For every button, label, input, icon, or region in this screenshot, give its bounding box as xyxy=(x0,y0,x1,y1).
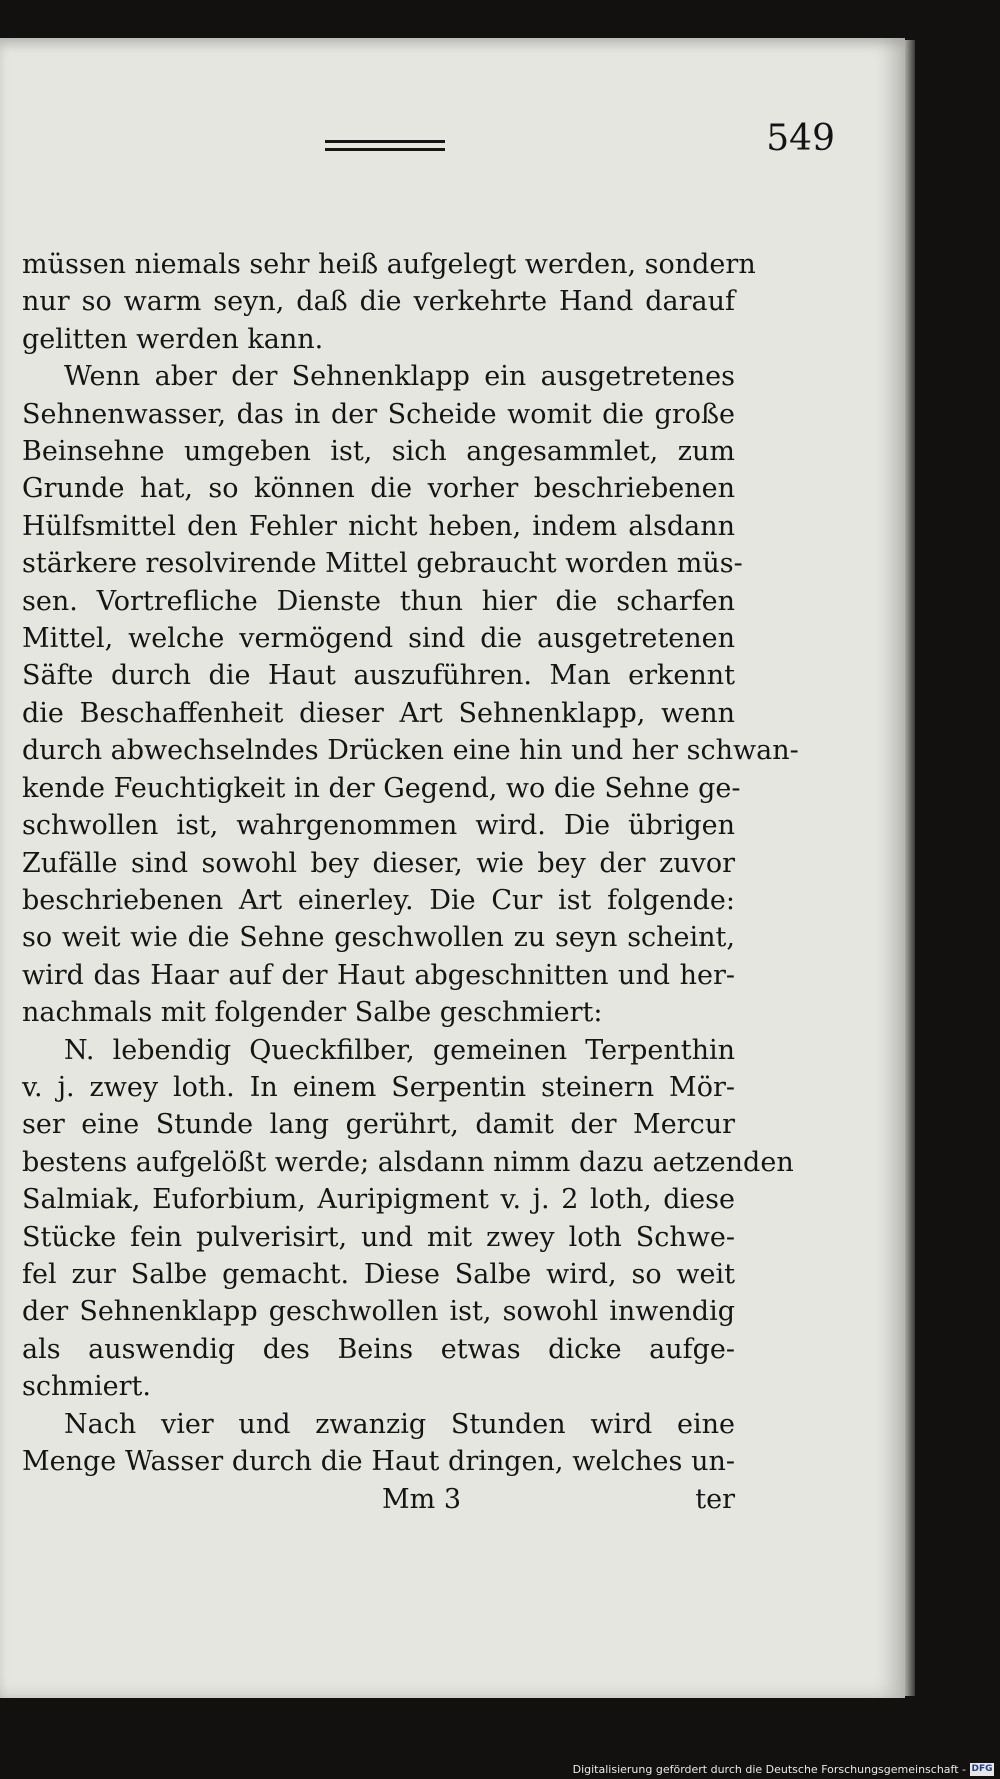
text-line: durch abwechselndes Drücken eine hin und her schwan- xyxy=(22,735,799,767)
text-line: Salmiak, Euforbium, Auripigment v. j. 2 loth, diese xyxy=(22,1184,735,1216)
header-double-rule xyxy=(325,140,445,151)
text-line: ser eine Stunde lang gerührt, damit der Mercur xyxy=(22,1109,735,1141)
text-line: Stücke fein pulverisirt, und mit zwey loth Schwe- xyxy=(22,1221,735,1253)
text-line: fel zur Salbe gemacht. Diese Salbe wird, so weit xyxy=(22,1258,735,1290)
text-line: der Sehnenklapp geschwollen ist, sowohl inwendig xyxy=(22,1296,735,1328)
text-line: Sehnenwasser, das in der Scheide womit die große xyxy=(22,398,735,430)
text-line: die Beschaffenheit dieser Art Sehnenklapp, wenn xyxy=(22,697,735,729)
text-line: Grunde hat, so können die vorher beschriebenen xyxy=(22,473,735,505)
text-line: Beinsehne umgeben ist, sich angesammlet, zum xyxy=(22,436,735,468)
text-line: Säfte durch die Haut auszuführen. Man erkennt xyxy=(22,660,735,692)
text-line: sen. Vortrefliche Dienste thun hier die scharfen xyxy=(22,585,735,617)
text-line: kende Feuchtigkeit in der Gegend, wo die Sehne ge- xyxy=(22,772,741,804)
credit-bar xyxy=(0,1759,1000,1779)
text-line: wird das Haar auf der Haut abgeschnitten und her- xyxy=(22,959,735,991)
text-line: Menge Wasser durch die Haut dringen, welches un- xyxy=(22,1446,735,1477)
text-line: Wenn aber der Sehnenklapp ein ausgetretenes xyxy=(64,361,735,393)
body-text xyxy=(22,246,799,1480)
text-line: schwollen ist, wahrgenommen wird. Die übrigen xyxy=(22,810,735,842)
text-line: Zufälle sind sowohl bey dieser, wie bey der zuvor xyxy=(22,847,735,879)
catchword: ter xyxy=(695,1484,735,1515)
signature-mark: Mm 3 xyxy=(382,1484,462,1515)
text-line: v. j. zwey loth. In einem Serpentin steinern Mör- xyxy=(22,1071,735,1103)
text-line: stärkere resolvirende Mittel gebraucht worden müs- xyxy=(22,548,743,580)
text-line: gelitten werden kann. xyxy=(22,323,324,355)
text-line: Mittel, welche vermögend sind die ausgetretenen xyxy=(22,623,735,655)
page-footer xyxy=(22,1484,735,1524)
text-line: nur so warm seyn, daß die verkehrte Hand darauf xyxy=(22,286,735,318)
digitization-credit: Digitalisierung gefördert durch die Deutsche Forschungsgemeinschaft - xyxy=(572,1763,966,1776)
page-edge xyxy=(905,40,915,1696)
text-line: N. lebendig Queckfilber, gemeinen Terpenthin xyxy=(64,1034,735,1066)
page-number: 549 xyxy=(766,118,835,159)
text-line: schmiert. xyxy=(22,1371,151,1403)
text-line: beschriebenen Art einerley. Die Cur ist folgende: xyxy=(22,884,735,916)
text-line: müssen niemals sehr heiß aufgelegt werden, sondern xyxy=(22,249,756,280)
text-line: Hülfsmittel den Fehler nicht heben, indem alsdann xyxy=(22,510,735,542)
dfg-logo: DFG xyxy=(971,1764,993,1774)
text-line: bestens aufgelößt werde; alsdann nimm dazu aetzenden xyxy=(22,1146,794,1178)
text-line: so weit wie die Sehne geschwollen zu seyn scheint, xyxy=(22,922,735,954)
text-line: nachmals mit folgender Salbe geschmiert: xyxy=(22,997,603,1029)
text-line: als auswendig des Beins etwas dicke aufge- xyxy=(22,1333,735,1365)
text-line: Nach vier und zwanzig Stunden wird eine xyxy=(64,1408,735,1440)
